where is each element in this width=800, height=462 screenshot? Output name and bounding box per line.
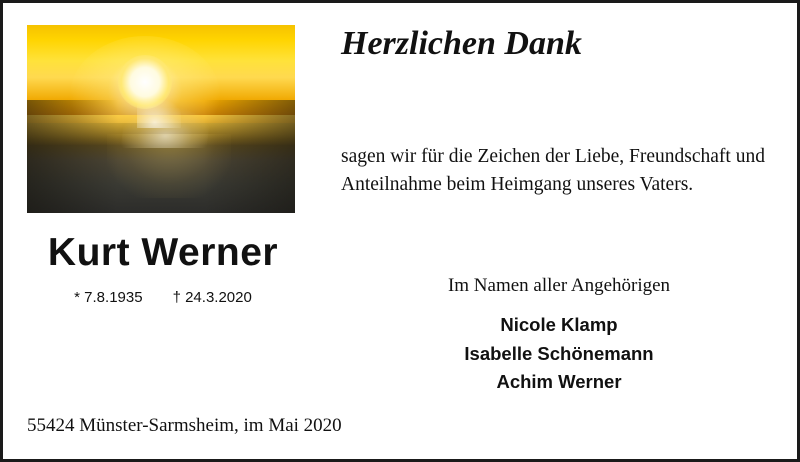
location-date-footer: 55424 Münster-Sarmsheim, im Mai 2020 bbox=[27, 415, 342, 436]
life-dates bbox=[3, 289, 323, 306]
vignette-left bbox=[27, 100, 118, 213]
deceased-name: Kurt Werner bbox=[47, 231, 279, 274]
birth-date: * 7.8.1935 bbox=[74, 289, 143, 306]
thank-you-text: sagen wir für die Zeichen der Liebe, Freundschaft und Anteilnahme beim Heimgang unseres Vaters. bbox=[341, 146, 765, 196]
sunset-over-sea-photo bbox=[27, 25, 295, 213]
list-item: Isabelle Schönemann bbox=[464, 342, 654, 364]
death-date: † 24.3.2020 bbox=[172, 289, 252, 306]
in-name-of-line: Im Namen aller Angehörigen bbox=[447, 275, 671, 296]
vignette-right bbox=[204, 100, 295, 213]
page-title: Herzlichen Dank bbox=[341, 25, 582, 62]
list-item: Nicole Klamp bbox=[500, 314, 618, 335]
survivors-list bbox=[341, 311, 777, 397]
sea-spray bbox=[137, 100, 181, 128]
list-item: Achim Werner bbox=[496, 371, 622, 393]
left-column bbox=[3, 3, 323, 459]
